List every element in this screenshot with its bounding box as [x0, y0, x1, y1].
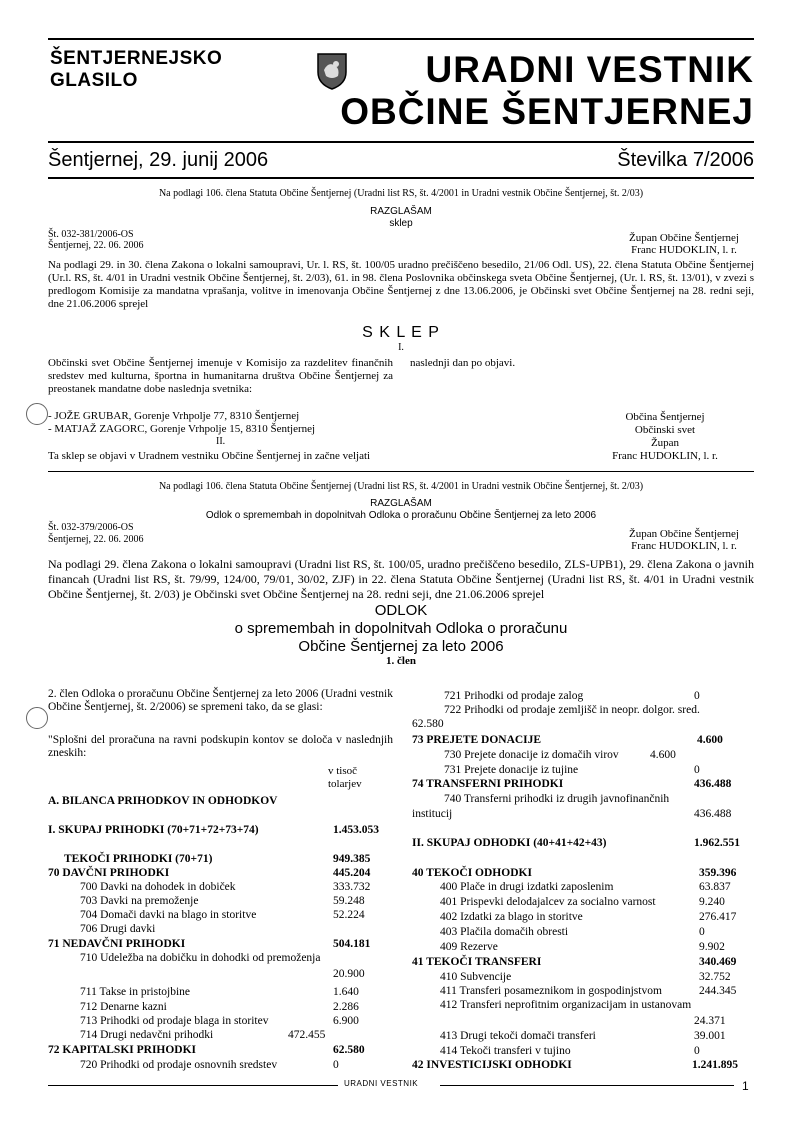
table-row-value: 445.204: [333, 867, 371, 879]
table-row-value: 6.900: [333, 1015, 359, 1027]
doc2-basis: Na podlagi 106. člena Statuta Občine Šentjernej (Uradni list RS, št. 4/2001 in Uradni vestnik Občine Šentjernej, št. 2/03): [158, 481, 644, 492]
table-row-value: 359.396: [699, 867, 737, 879]
table-row-value: 24.371: [694, 1015, 726, 1027]
table-row-label: 740 Transferni prihodki iz drugih javnofinančnih: [444, 793, 670, 805]
table-row-value: 9.902: [699, 941, 725, 953]
doc2-clen: 1. člen: [386, 655, 416, 667]
doc1-roman2: II.: [216, 436, 226, 447]
doc1-signer-name: Franc HUDOKLIN, l. r.: [631, 244, 737, 256]
table-row-value: 1.241.895: [692, 1059, 738, 1071]
doc1-roman1: I.: [398, 342, 404, 353]
issue-number: Številka 7/2006: [617, 149, 754, 171]
table-row-value: 39.001: [694, 1030, 726, 1042]
table-row-value: 2.286: [333, 1001, 359, 1013]
coat-of-arms-icon: [316, 52, 348, 90]
table-row-value: 0: [699, 926, 705, 938]
table-row-value: 436.488: [694, 808, 732, 820]
table-row-label: 413 Drugi tekoči domači transferi: [440, 1030, 596, 1042]
doc2-signer-title: Župan Občine Šentjernej: [629, 528, 739, 540]
table-row-label: 72 KAPITALSKI PRIHODKI: [48, 1044, 197, 1056]
table-row-value: 504.181: [333, 938, 371, 950]
doc1-sig-line2: Občinski svet: [634, 424, 696, 436]
table-row-label: 703 Davki na premoženje: [80, 895, 199, 907]
table-row-label: 70 DAVČNI PRIHODKI: [48, 867, 170, 879]
table-row-label: 71 NEDAVČNI PRIHODKI: [48, 938, 186, 950]
table-row-label: 704 Domači davki na blago in storitve: [80, 909, 257, 921]
table-row-value: 4.600: [697, 734, 723, 746]
doc2-sub: Odlok o spremembah in dopolnitvah Odloka o proračunu Občine Šentjernej za leto 2006: [205, 510, 597, 521]
doc1-ref-date: Šentjernej, 22. 06. 2006: [48, 240, 144, 251]
doc2-section-a: A. BILANCA PRIHODKOV IN ODHODKOV: [48, 795, 278, 807]
table-row-label: TEKOČI PRIHODKI (70+71): [64, 853, 213, 865]
table-row-value: 472.455: [288, 1029, 326, 1041]
table-row-value: 20.900: [333, 968, 365, 980]
page-number: 1: [742, 1079, 749, 1093]
footer-rule-right: [440, 1085, 734, 1086]
doc1-member1: - JOŽE GRUBAR, Gorenje Vrhpolje 77, 8310 Šentjernej: [48, 410, 300, 422]
doc1-ref-no: Št. 032-381/2006-OS: [48, 229, 134, 240]
table-row-label: 409 Rezerve: [440, 941, 498, 953]
table-row-value: 4.600: [650, 749, 676, 761]
table-row-label: 722 Prihodki od prodaje zemljišč in neopr. dolgor. sred.: [444, 704, 700, 716]
doc2-razglasam: RAZGLAŠAM: [370, 498, 432, 509]
doc2-title3: Občine Šentjernej za leto 2006: [298, 638, 504, 655]
footer-label: URADNI VESTNIK: [344, 1079, 419, 1088]
table-row-label: 720 Prihodki od prodaje osnovnih sredstev: [80, 1059, 278, 1071]
table-row-label: 402 Izdatki za blago in storitve: [440, 911, 583, 923]
table-row-label: 731 Prejete donacije iz tujine: [444, 764, 579, 776]
masthead-rule-3: [48, 177, 754, 179]
masthead-rule-2: [48, 141, 754, 143]
table-row-value: 949.385: [333, 853, 371, 865]
doc2-para: 2. člen Odloka o proračunu Občine Šentjernej za leto 2006 (Uradni vestnik Občine Šentjernej, št. 2/2006) se spremeni tako, da se glasi:: [48, 688, 393, 713]
table-row-label: 706 Drugi davki: [80, 923, 156, 935]
masthead-title-line2: OBČINE ŠENTJERNEJ: [340, 91, 754, 132]
punch-hole-icon: [26, 403, 48, 425]
table-row-label: 410 Subvencije: [440, 971, 512, 983]
masthead-top-rule: [48, 38, 754, 40]
table-row-value: 1.453.053: [333, 824, 379, 836]
table-row-value: 0: [694, 764, 700, 776]
table-row-value: 1.640: [333, 986, 359, 998]
doc1-heading: S K L E P: [362, 324, 440, 341]
table-row-value: 59.248: [333, 895, 365, 907]
doc1-body-right: naslednji dan po objavi.: [410, 357, 516, 369]
table-row-value: 244.345: [699, 985, 737, 997]
doc1-intro: Na podlagi 29. in 30. člena Zakona o lokalni samoupravi, Ur. l. RS, št. 100/05 uradno prečiščeno besedilo, 21/06 Odl. US), 22. člena Statuta Občine Šentjernej (Ur.l. RS, št. 4/01 in Uradni vestnik Občine Šentjernej, št. 2/03), 61. in 98. člena Poslovnika občinskega sveta Občine Šentjernej, (Ur. l. RS, št. 13/01), v zvezi s predlogom Komisije za mandatna vprašanja, volitve in imenovanja Občine Šentjernej z dne 13.06.2006, je Občinski svet Občine Šentjernej na 28. redni seji, dne 21.06.2006 sprejel: [48, 259, 754, 310]
table-row-value: 0: [694, 1045, 700, 1057]
table-row-label: 712 Denarne kazni: [80, 1001, 167, 1013]
doc1-closing: Ta sklep se objavi v Uradnem vestniku Občine Šentjernej in začne veljati: [48, 450, 371, 462]
table-row-label: 411 Transferi posameznikom in gospodinjstvom: [440, 985, 662, 997]
table-row-value: 32.752: [699, 971, 731, 983]
doc1-sig-line4: Franc HUDOKLIN, l. r.: [612, 450, 718, 462]
doc2-quote: "Splošni del proračuna na ravni podskupin kontov se določa v naslednjih zneskih:: [48, 734, 393, 759]
doc2-unit2: tolarjev: [328, 778, 362, 790]
place-date: Šentjernej, 29. junij 2006: [48, 149, 269, 171]
table-row-label: 414 Tekoči transferi v tujino: [440, 1045, 571, 1057]
table-row-value: 62.580: [333, 1044, 365, 1056]
table-row-label: 710 Udeležba na dobičku in dohodki od premoženja: [80, 952, 321, 964]
masthead-left-line1: ŠENTJERNEJSKO: [50, 48, 223, 69]
table-row-label: 714 Drugi nedavčni prihodki: [80, 1029, 214, 1041]
table-row-label: II. SKUPAJ ODHODKI (40+41+42+43): [412, 837, 607, 849]
table-row-label: 41 TEKOČI TRANSFERI: [412, 956, 542, 968]
table-row-label: 40 TEKOČI ODHODKI: [412, 867, 532, 879]
masthead-left-line2: GLASILO: [50, 70, 138, 91]
table-row-value: 276.417: [699, 911, 737, 923]
table-row-label: institucij: [412, 808, 453, 820]
table-row-value: 52.224: [333, 909, 365, 921]
table-row-label: 62.580: [412, 718, 444, 730]
doc1-basis: Na podlagi 106. člena Statuta Občine Šentjernej (Uradni list RS, št. 4/2001 in Uradni vestnik Občine Šentjernej, št. 2/03): [158, 188, 644, 199]
doc2-intro: Na podlagi 29. člena Zakona o lokalni samoupravi (Uradni list RS, št. 100/05, uradno prečiščeno besedilo, ZLS-UPB1), 29. člena Zakona o javnih financah (Uradni list RS, št. 79/99, 124/00, 79/01, 30/02, ZJF) in 22. člena Statuta Občine Šentjernej (Uradni list RS, št. 4/01 in Uradni vestnik Občine Šentjernej, št. 2/03) je Občinski svet Občine Šentjernej na 28. redni seji, dne 21.06.2006 sprejel: [48, 557, 754, 601]
doc1-signature-block: [590, 411, 740, 463]
footer-rule-left: [48, 1085, 338, 1086]
doc1-sig-line1: Občina Šentjernej: [625, 411, 705, 423]
table-row-value: 340.469: [699, 956, 737, 968]
doc2-title1: ODLOK: [374, 602, 428, 619]
masthead-title-line1: URADNI VESTNIK: [425, 49, 754, 90]
table-row-label: 73 PREJETE DONACIJE: [412, 734, 542, 746]
table-row-label: 403 Plačila domačih obresti: [440, 926, 569, 938]
doc2-ref-date: Šentjernej, 22. 06. 2006: [48, 534, 144, 545]
table-row-label: 730 Prejete donacije iz domačih virov: [444, 749, 619, 761]
table-row-value: 1.962.551: [694, 837, 740, 849]
table-row-label: I. SKUPAJ PRIHODKI (70+71+72+73+74): [48, 824, 259, 836]
masthead-left: [50, 48, 222, 92]
doc1-body-left: Občinski svet Občine Šentjernej imenuje v Komisijo za razdelitev finančnih sredstev med kulturna, športna in humanitarna društva Občine Šentjernej za preostanek mandatne dobe naslednja svetnika:: [48, 357, 393, 395]
table-row-label: 400 Plače in drugi izdatki zaposlenim: [440, 881, 614, 893]
doc1-sig-line3: Župan: [650, 437, 680, 449]
table-row-value: 0: [694, 690, 700, 702]
table-row-label: 721 Prihodki od prodaje zalog: [444, 690, 584, 702]
doc2-signer-name: Franc HUDOKLIN, l. r.: [631, 540, 737, 552]
table-row-label: 711 Takse in pristojbine: [80, 986, 191, 998]
doc1-signer-title: Župan Občine Šentjernej: [629, 232, 739, 244]
table-row-label: 42 INVESTICIJSKI ODHODKI: [412, 1059, 572, 1071]
doc2-ref-no: Št. 032-379/2006-OS: [48, 522, 134, 533]
punch-hole-icon-2: [26, 707, 48, 729]
doc-separator: [48, 471, 754, 472]
doc1-member2: - MATJAŽ ZAGORC, Gorenje Vrhpolje 15, 8310 Šentjernej: [48, 423, 316, 435]
table-row-value: 333.732: [333, 881, 371, 893]
table-row-value: 436.488: [694, 778, 732, 790]
doc2-title2: o spremembah in dopolnitvah Odloka o proračunu: [234, 620, 568, 637]
table-row-label: 401 Prispevki delodajalcev za socialno varnost: [440, 896, 656, 908]
table-row-label: 412 Transferi neprofitnim organizacijam in ustanovam: [440, 999, 692, 1011]
table-row-value: 0: [333, 1059, 339, 1071]
table-row-value: 63.837: [699, 881, 731, 893]
table-row-value: 9.240: [699, 896, 725, 908]
table-row-label: 713 Prihodki od prodaje blaga in storitev: [80, 1015, 269, 1027]
doc1-razglasam: RAZGLAŠAM: [370, 206, 432, 217]
table-row-label: 700 Davki na dohodek in dobiček: [80, 881, 236, 893]
doc2-unit1: v tisoč: [328, 765, 358, 777]
doc1-sub: sklep: [389, 218, 413, 229]
table-row-label: 74 TRANSFERNI PRIHODKI: [412, 778, 564, 790]
